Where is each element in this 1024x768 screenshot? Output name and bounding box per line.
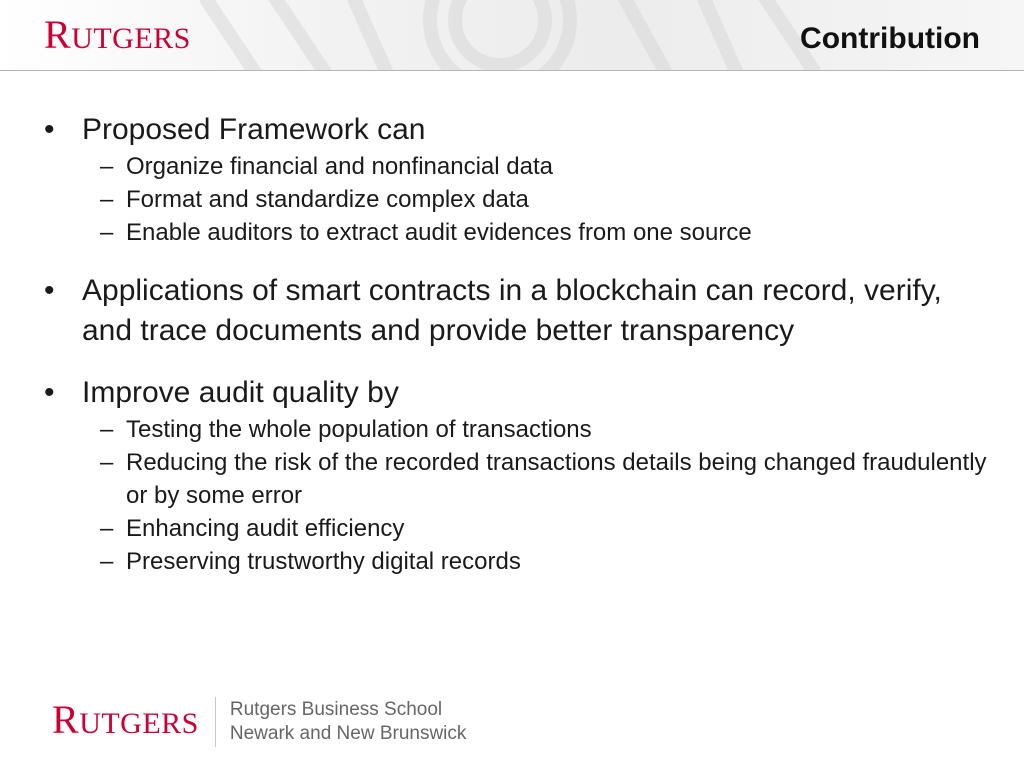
sub-bullet-text: Format and standardize complex data <box>126 186 529 213</box>
bullet-gap <box>44 249 994 271</box>
footer-logo-rest: UTGERS <box>79 707 199 740</box>
bullet-mark: • <box>44 376 55 409</box>
bullet-text: Improve audit quality by <box>82 376 399 409</box>
footer-divider <box>215 697 216 747</box>
bullet-text: Proposed Framework can <box>82 113 426 146</box>
logo-initial: R <box>44 12 72 57</box>
sub-bullet-text: Enhancing audit efficiency <box>126 515 405 542</box>
rutgers-logo-top <box>44 10 191 60</box>
sub-bullet-item <box>100 413 994 446</box>
dash-mark: – <box>100 186 114 213</box>
bullet-mark: • <box>44 113 55 146</box>
slide-footer <box>52 694 466 750</box>
sub-bullet-item <box>100 446 994 512</box>
slide-content <box>44 110 994 578</box>
bullet-item <box>44 373 994 413</box>
footer-school-text <box>230 698 467 746</box>
dash-mark: – <box>100 153 114 180</box>
sub-bullet-item <box>100 150 994 183</box>
header-seal-watermark <box>200 0 820 70</box>
footer-line-1: Rutgers Business School <box>229 699 443 720</box>
dash-mark: – <box>100 219 114 246</box>
sub-bullet-item <box>100 512 994 545</box>
dash-mark: – <box>100 515 114 542</box>
bullet-text: Applications of smart contracts in a blockchain can record, verify, and trace documents and provide better transparency <box>82 274 942 347</box>
bullet-gap <box>44 351 994 373</box>
sub-bullet-text: Reducing the risk of the recorded transactions details being changed fraudulently or by some error <box>126 449 987 509</box>
sub-bullet-text: Preserving trustworthy digital records <box>126 548 521 575</box>
sub-bullet-text: Testing the whole population of transactions <box>126 416 592 443</box>
bullet-mark: • <box>44 274 55 307</box>
sub-bullet-item <box>100 183 994 216</box>
footer-logo-initial: R <box>52 697 80 742</box>
sub-bullet-text: Organize financial and nonfinancial data <box>126 153 553 180</box>
slide-header <box>0 0 1024 70</box>
header-divider <box>0 70 1024 71</box>
bullet-item <box>44 271 994 351</box>
rutgers-logo-bottom <box>52 697 199 744</box>
slide-title: Contribution <box>800 22 980 55</box>
sub-bullet-item <box>100 216 994 249</box>
sub-bullet-item <box>100 545 994 578</box>
dash-mark: – <box>100 416 114 443</box>
footer-line-2: Newark and New Brunswick <box>229 723 467 744</box>
logo-rest: UTGERS <box>71 22 191 55</box>
dash-mark: – <box>100 548 114 575</box>
sub-bullet-text: Enable auditors to extract audit evidences from one source <box>126 219 752 246</box>
bullet-item <box>44 110 994 150</box>
dash-mark: – <box>100 449 114 476</box>
